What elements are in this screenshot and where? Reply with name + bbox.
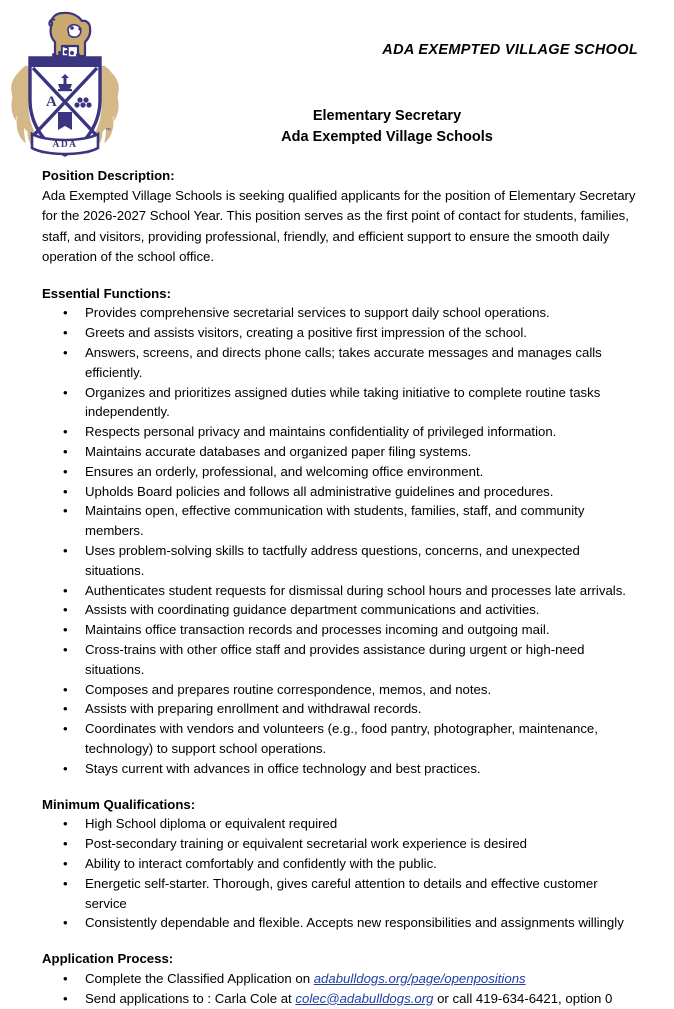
list-item: • Maintains accurate databases and organized paper filing systems. — [42, 442, 638, 462]
list-item: • Assists with preparing enrollment and withdrawal records. — [42, 699, 638, 719]
essential-functions-heading: Essential Functions: — [42, 285, 171, 301]
section-application-process — [42, 949, 638, 1008]
list-item — [42, 969, 638, 989]
list-item: • Assists with coordinating guidance department communications and activities. — [42, 600, 638, 620]
list-item: • Uses problem-solving skills to tactfully address questions, concerns, and unexpected situations. — [42, 541, 638, 581]
list-item: • Post-secondary training or equivalent secretarial work experience is desired — [42, 834, 638, 854]
list-item: • Answers, screens, and directs phone calls; takes accurate messages and manages calls efficiently. — [42, 343, 638, 383]
spacer — [42, 779, 638, 795]
minimum-qualifications-heading: Minimum Qualifications: — [42, 796, 196, 812]
list-item: • Ensures an orderly, professional, and welcoming office environment. — [42, 462, 638, 482]
list-item: • Respects personal privacy and maintains confidentiality of privileged information. — [42, 422, 638, 442]
list-item: • Provides comprehensive secretarial services to support daily school operations. — [42, 303, 638, 323]
list-item: • Maintains office transaction records and processes incoming and outgoing mail. — [42, 620, 638, 640]
document-body — [42, 166, 638, 1009]
phone-contact-text: or call 419-634-6421, option 0 — [433, 990, 613, 1006]
document-header — [0, 0, 674, 160]
position-title: Elementary Secretary — [312, 108, 462, 124]
school-crest-logo — [6, 8, 124, 164]
list-item: • Energetic self-starter. Thorough, gives careful attention to details and effective customer service — [42, 874, 638, 914]
list-item: • Consistently dependable and flexible. Accepts new responsibilities and assignments willingly — [42, 913, 638, 933]
district-title: Ada Exempted Village Schools — [281, 129, 493, 146]
spacer — [42, 268, 638, 284]
document-title-block — [130, 106, 644, 148]
minimum-qualifications-list — [42, 814, 638, 933]
list-item: • Maintains open, effective communication with students, families, staff, and community members. — [42, 501, 638, 541]
send-applications-text: Send applications to : Carla Cole at — [85, 990, 296, 1006]
application-process-list — [42, 969, 638, 1009]
list-item — [42, 989, 638, 1009]
svg-text:A: A — [46, 94, 57, 110]
essential-functions-list — [42, 303, 638, 778]
section-essential-functions — [42, 284, 638, 779]
application-process-heading: Application Process: — [42, 951, 174, 967]
section-position-description — [42, 166, 638, 268]
contact-email-link[interactable]: colec@adabulldogs.org — [295, 990, 434, 1006]
crest-banner-text: ADA — [52, 140, 78, 150]
crest-trademark: ™ — [105, 128, 111, 134]
list-item: • Upholds Board policies and follows all administrative guidelines and procedures. — [42, 482, 638, 502]
open-positions-link[interactable]: adabulldogs.org/page/openpositions — [313, 970, 526, 986]
list-item: • Greets and assists visitors, creating a positive first impression of the school. — [42, 323, 638, 343]
list-item: • Coordinates with vendors and volunteers (e.g., food pantry, photographer, maintenance, technology) to support school operations. — [42, 719, 638, 759]
list-item: • Authenticates student requests for dismissal during school hours and processes late arrivals. — [42, 581, 638, 601]
list-item: • Stays current with advances in office technology and best practices. — [42, 759, 638, 779]
section-minimum-qualifications — [42, 795, 638, 934]
classified-application-text: Complete the Classified Application on — [85, 970, 314, 986]
list-item: • Organizes and prioritizes assigned duties while taking initiative to complete routine tasks independently. — [42, 383, 638, 423]
position-description-heading: Position Description: — [42, 168, 175, 183]
list-item: • Ability to interact comfortably and confidently with the public. — [42, 854, 638, 874]
school-name-heading: ADA EXEMPTED VILLAGE SCHOOL — [382, 42, 638, 58]
spacer — [42, 933, 638, 949]
list-item: • Cross-trains with other office staff and provides assistance during urgent or high-need situations. — [42, 640, 638, 680]
position-description-text: Ada Exempted Village Schools is seeking qualified applicants for the position of Elementary Secretary for the 2026-2027 School Year. This position serves as the first point of contact for students, families, staff, and visitors, providing professional, friendly, and efficient support to ensure the smooth daily operation of the school office. — [42, 187, 636, 265]
list-item: • Composes and prepares routine correspondence, memos, and notes. — [42, 680, 638, 700]
list-item: • High School diploma or equivalent required — [42, 814, 638, 834]
